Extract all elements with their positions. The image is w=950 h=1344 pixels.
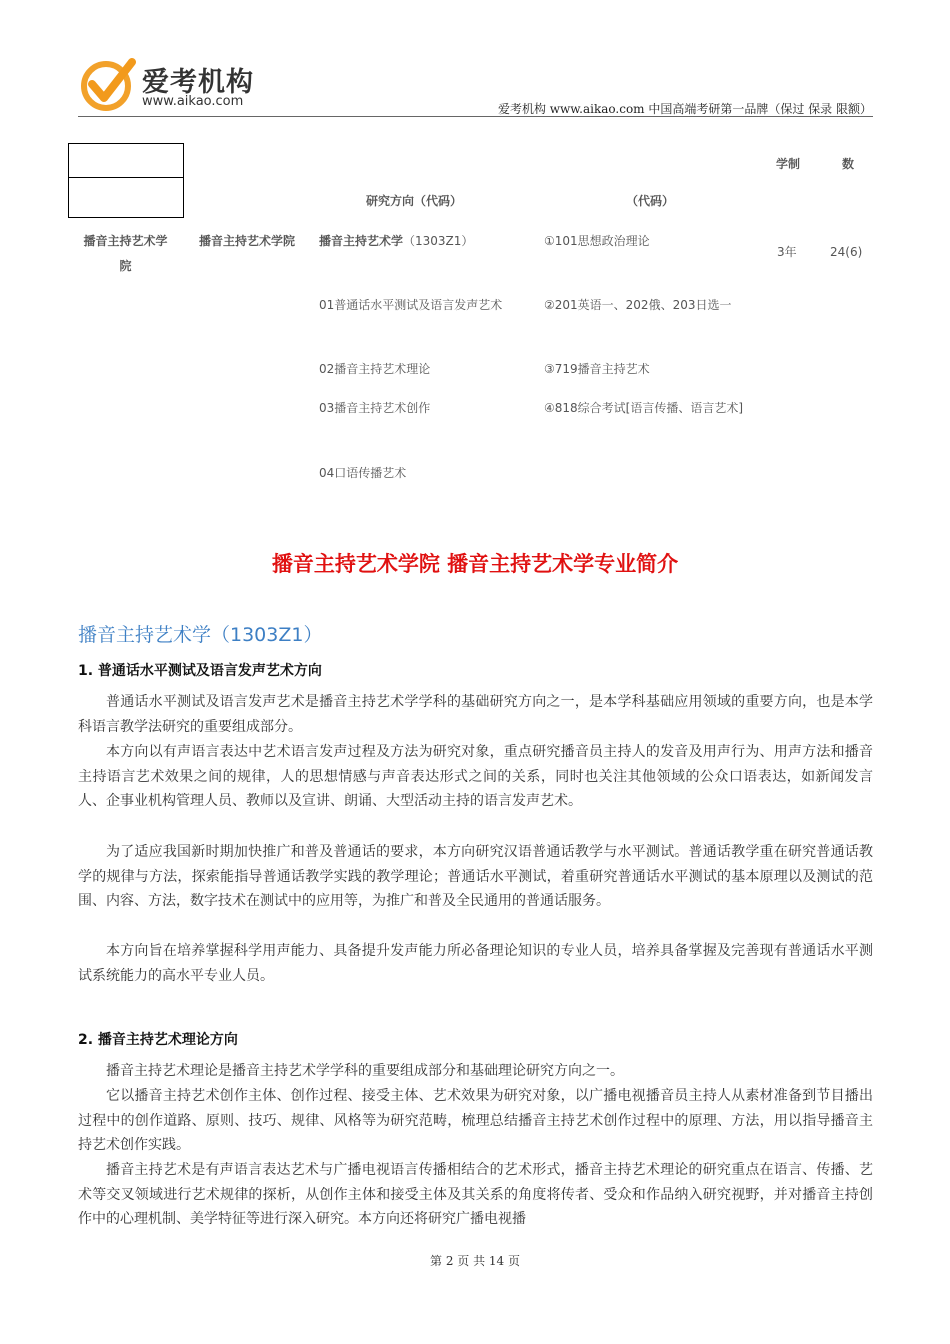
sub1-paragraph-4: 本方向旨在培养掌握科学用声能力、具备提升发声能力所必备理论知识的专业人员，培养具备掌握及完善现有普通话水平测试系统能力的高水平专业人员。 bbox=[78, 943, 873, 984]
page-number: 第 2 页 共 14 页 bbox=[430, 1254, 520, 1268]
page-title: 播音主持艺术学院 播音主持艺术学专业简介 bbox=[271, 552, 679, 576]
exam-subject-2: ②201英语一、202俄、203日选一 bbox=[544, 298, 732, 312]
header-duration: 学制 bbox=[776, 157, 801, 171]
logo bbox=[80, 56, 280, 116]
subsection-2-heading: 2. 播音主持艺术理论方向 bbox=[78, 1032, 238, 1048]
sub1-paragraph-1: 普通话水平测试及语言发声艺术是播音主持艺术学学科的基础研究方向之一，是本学科基础应用领域的重要方向，也是本学科语言教学法研究的重要组成部分。 bbox=[78, 694, 873, 735]
sub1-paragraph-2: 本方向以有声语言表达中艺术语言发声过程及方法为研究对象，重点研究播音员主持人的发音及用声行为、用声方法和播音主持语言艺术效果之间的规律，人的思想情感与声音表达形式之间的关系，同时也关注其他领域的公众口语表达，如新闻发言人、企事业机构管理人员、教师以及宣讲、朗诵、大型活动主持的语言发声艺术。 bbox=[78, 744, 873, 810]
table-count-value: 24(6) bbox=[830, 245, 863, 259]
direction-04: 04口语传播艺术 bbox=[319, 466, 407, 480]
table-cell-empty-1 bbox=[68, 143, 184, 178]
header-direction: 研究方向（代码） bbox=[366, 194, 463, 208]
checkmark-logo-icon bbox=[80, 56, 136, 112]
header-slogan: 爱考机构 www.aikao.com 中国高端考研第一品牌（保过 保录 限额） bbox=[497, 102, 872, 116]
table-college: 播音主持艺术学院 bbox=[83, 234, 168, 273]
subsection-1-heading: 1. 普通话水平测试及语言发声艺术方向 bbox=[78, 663, 322, 679]
major-name: 播音主持艺术学 bbox=[319, 234, 404, 248]
exam-subject-1: ①101思想政治理论 bbox=[544, 234, 650, 248]
direction-01: 01普通话水平测试及语言发声艺术 bbox=[319, 298, 503, 312]
major-code: （1303Z1） bbox=[403, 234, 474, 248]
sub1-paragraph-3: 为了适应我国新时期加快推广和普及普通话的要求，本方向研究汉语普通话教学与水平测试。普通话教学重在研究普通话教学的规律与方法，探索能指导普通话教学实践的教学理论；普通话水平测试，着重研究普通话水平测试的基本原理以及测试的范围、内容、方法，数字技术在测试中的应用等，为推广和普及全民通用的普通话服务。 bbox=[78, 844, 873, 910]
logo-url: www.aikao.com bbox=[142, 94, 244, 109]
direction-02: 02播音主持艺术理论 bbox=[319, 362, 431, 376]
exam-subject-3: ③719播音主持艺术 bbox=[544, 362, 650, 376]
direction-03: 03播音主持艺术创作 bbox=[319, 401, 431, 415]
header-exam: （代码） bbox=[626, 194, 675, 208]
table-department: 播音主持艺术学院 bbox=[198, 234, 295, 248]
table-duration-value: 3年 bbox=[777, 245, 797, 259]
table-cell-empty-2 bbox=[68, 177, 184, 218]
header-count: 数 bbox=[842, 157, 855, 171]
exam-subject-4: ④818综合考试[语言传播、语言艺术] bbox=[544, 401, 744, 415]
table-major bbox=[319, 229, 534, 254]
logo-name: 爱考机构 bbox=[142, 67, 254, 98]
sub2-paragraph-2: 它以播音主持艺术创作主体、创作过程、接受主体、艺术效果为研究对象，以广播电视播音员主持人从素材准备到节目播出过程中的创作道路、原则、技巧、规律、风格等为研究范畴，梳理总结播音主持艺术创作过程中的原理、方法，用以指导播音主持艺术创作实践。 bbox=[78, 1088, 873, 1154]
section-title: 播音主持艺术学（1303Z1） bbox=[78, 624, 323, 646]
sub2-paragraph-3: 播音主持艺术是有声语言表达艺术与广播电视语言传播相结合的艺术形式，播音主持艺术理论的研究重点在语言、传播、艺术等交叉领域进行艺术规律的探析，从创作主体和接受主体及其关系的角度将传者、受众和作品纳入研究视野，并对播音主持创作中的心理机制、美学特征等进行深入研究。本方向还将研究广播电视播 bbox=[78, 1162, 873, 1228]
header-divider bbox=[78, 116, 873, 117]
sub2-paragraph-1: 播音主持艺术理论是播音主持艺术学学科的重要组成部分和基础理论研究方向之一。 bbox=[106, 1063, 624, 1079]
